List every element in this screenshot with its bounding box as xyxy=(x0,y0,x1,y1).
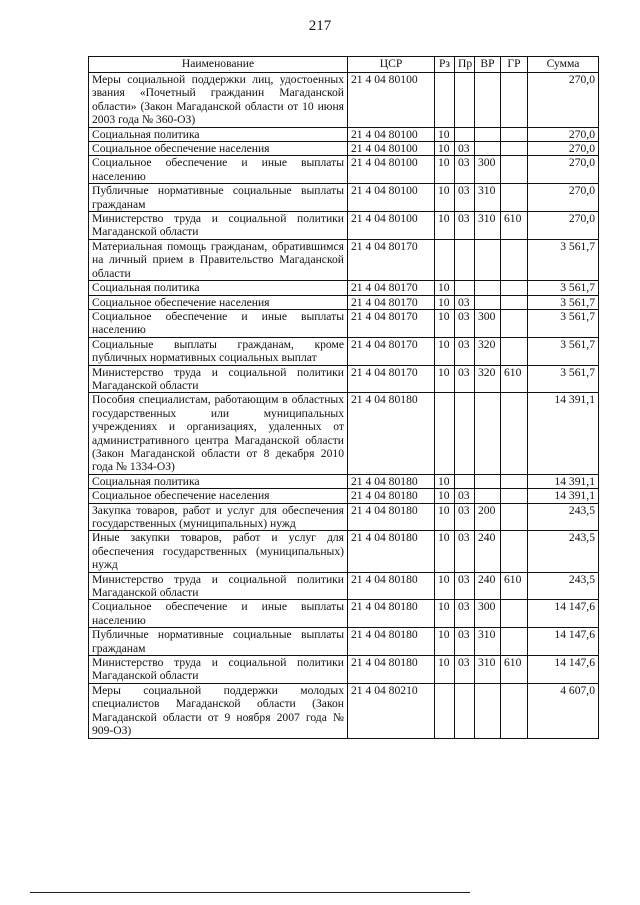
cell-rz: 10 xyxy=(435,489,455,503)
cell-pr xyxy=(455,474,475,488)
table-row xyxy=(89,489,599,503)
table-row xyxy=(89,531,599,572)
table-row xyxy=(89,295,599,309)
cell-gr xyxy=(501,628,528,656)
cell-csr: 21 4 04 80180 xyxy=(348,474,435,488)
header-sum: Сумма xyxy=(528,57,599,73)
cell-csr: 21 4 04 80100 xyxy=(348,184,435,212)
cell-pr: 03 xyxy=(455,600,475,628)
cell-gr xyxy=(501,683,528,738)
cell-rz: 10 xyxy=(435,281,455,295)
cell-rz xyxy=(435,239,455,280)
cell-rz: 10 xyxy=(435,503,455,531)
header-gr: ГР xyxy=(501,57,528,73)
cell-gr xyxy=(501,309,528,337)
cell-csr: 21 4 04 80210 xyxy=(348,683,435,738)
cell-name: Материальная помощь гражданам, обратившимся на личный прием в Правительство Магаданской области xyxy=(89,239,348,280)
cell-csr: 21 4 04 80180 xyxy=(348,531,435,572)
cell-name: Министерство труда и социальной политики Магаданской области xyxy=(89,572,348,600)
cell-vr: 320 xyxy=(475,337,501,365)
cell-gr: 610 xyxy=(501,656,528,684)
cell-name: Министерство труда и социальной политики Магаданской области xyxy=(89,656,348,684)
cell-vr xyxy=(475,73,501,128)
cell-name: Социальное обеспечение и иные выплаты населению xyxy=(89,309,348,337)
table-row xyxy=(89,239,599,280)
page-number: 217 xyxy=(308,18,332,34)
cell-name: Меры социальной поддержки молодых специалистов Магаданской области (Закон Магаданской области от 9 ноября 2007 года № 909-ОЗ) xyxy=(89,683,348,738)
cell-sum: 14 391,1 xyxy=(528,393,599,474)
cell-vr: 240 xyxy=(475,531,501,572)
cell-name: Социальная политика xyxy=(89,474,348,488)
table-row xyxy=(89,184,599,212)
cell-sum: 3 561,7 xyxy=(528,239,599,280)
cell-vr: 300 xyxy=(475,309,501,337)
cell-name: Публичные нормативные социальные выплаты гражданам xyxy=(89,184,348,212)
cell-rz: 10 xyxy=(435,212,455,240)
table-row xyxy=(89,600,599,628)
cell-pr xyxy=(455,73,475,128)
cell-gr xyxy=(501,489,528,503)
cell-gr xyxy=(501,531,528,572)
header-row xyxy=(89,57,599,73)
cell-sum: 3 561,7 xyxy=(528,281,599,295)
table-row xyxy=(89,503,599,531)
cell-vr: 300 xyxy=(475,600,501,628)
cell-name: Публичные нормативные социальные выплаты гражданам xyxy=(89,628,348,656)
table-row xyxy=(89,683,599,738)
cell-gr xyxy=(501,239,528,280)
table-header xyxy=(89,57,599,73)
cell-gr xyxy=(501,600,528,628)
cell-sum: 243,5 xyxy=(528,503,599,531)
table-row xyxy=(89,474,599,488)
cell-rz: 10 xyxy=(435,474,455,488)
cell-gr xyxy=(501,142,528,156)
cell-csr: 21 4 04 80170 xyxy=(348,295,435,309)
cell-csr: 21 4 04 80180 xyxy=(348,489,435,503)
cell-rz xyxy=(435,683,455,738)
cell-vr xyxy=(475,474,501,488)
cell-pr: 03 xyxy=(455,489,475,503)
cell-rz: 10 xyxy=(435,572,455,600)
cell-vr xyxy=(475,295,501,309)
cell-sum: 14 391,1 xyxy=(528,489,599,503)
cell-pr: 03 xyxy=(455,628,475,656)
cell-vr: 240 xyxy=(475,572,501,600)
table-row xyxy=(89,393,599,474)
cell-name: Социальное обеспечение и иные выплаты населению xyxy=(89,600,348,628)
cell-vr xyxy=(475,127,501,141)
cell-name: Социальное обеспечение и иные выплаты населению xyxy=(89,156,348,184)
cell-gr: 610 xyxy=(501,365,528,393)
table-body xyxy=(89,73,599,739)
cell-vr xyxy=(475,393,501,474)
header-vr: ВР xyxy=(475,57,501,73)
cell-gr xyxy=(501,73,528,128)
cell-pr xyxy=(455,393,475,474)
cell-gr xyxy=(501,474,528,488)
cell-csr: 21 4 04 80100 xyxy=(348,142,435,156)
cell-name: Иные закупки товаров, работ и услуг для обеспечения государственных (муниципальных) нужд xyxy=(89,531,348,572)
cell-name: Социальное обеспечение населения xyxy=(89,489,348,503)
cell-pr xyxy=(455,683,475,738)
cell-pr: 03 xyxy=(455,156,475,184)
cell-sum: 270,0 xyxy=(528,156,599,184)
cell-sum: 243,5 xyxy=(528,531,599,572)
cell-csr: 21 4 04 80170 xyxy=(348,309,435,337)
header-csr: ЦСР xyxy=(348,57,435,73)
cell-gr xyxy=(501,184,528,212)
cell-name: Меры социальной поддержки лиц, удостоенных звания «Почетный гражданин Магаданской области» (Закон Магаданской области от 10 июня 2003 года № 360-ОЗ) xyxy=(89,73,348,128)
cell-sum: 14 147,6 xyxy=(528,600,599,628)
header-pr: Пр xyxy=(455,57,475,73)
cell-pr: 03 xyxy=(455,503,475,531)
cell-sum: 3 561,7 xyxy=(528,337,599,365)
cell-name: Министерство труда и социальной политики Магаданской области xyxy=(89,212,348,240)
cell-vr xyxy=(475,142,501,156)
cell-rz: 10 xyxy=(435,156,455,184)
cell-rz: 10 xyxy=(435,531,455,572)
cell-vr: 320 xyxy=(475,365,501,393)
cell-csr: 21 4 04 80170 xyxy=(348,281,435,295)
cell-pr: 03 xyxy=(455,309,475,337)
cell-vr: 310 xyxy=(475,212,501,240)
cell-rz: 10 xyxy=(435,309,455,337)
cell-pr: 03 xyxy=(455,656,475,684)
cell-vr: 200 xyxy=(475,503,501,531)
cell-name: Министерство труда и социальной политики Магаданской области xyxy=(89,365,348,393)
cell-vr: 310 xyxy=(475,184,501,212)
cell-gr xyxy=(501,503,528,531)
table-row xyxy=(89,142,599,156)
cell-pr: 03 xyxy=(455,365,475,393)
cell-sum: 4 607,0 xyxy=(528,683,599,738)
cell-gr xyxy=(501,393,528,474)
cell-sum: 14 147,6 xyxy=(528,656,599,684)
cell-gr xyxy=(501,337,528,365)
cell-pr: 03 xyxy=(455,572,475,600)
cell-gr xyxy=(501,281,528,295)
cell-rz: 10 xyxy=(435,656,455,684)
cell-sum: 3 561,7 xyxy=(528,365,599,393)
cell-csr: 21 4 04 80180 xyxy=(348,572,435,600)
cell-gr xyxy=(501,295,528,309)
cell-gr xyxy=(501,156,528,184)
cell-pr: 03 xyxy=(455,295,475,309)
bottom-rule xyxy=(30,892,470,893)
cell-pr: 03 xyxy=(455,184,475,212)
table-row xyxy=(89,73,599,128)
cell-pr: 03 xyxy=(455,142,475,156)
cell-csr: 21 4 04 80180 xyxy=(348,503,435,531)
cell-rz xyxy=(435,73,455,128)
table-row xyxy=(89,572,599,600)
cell-rz: 10 xyxy=(435,365,455,393)
cell-pr: 03 xyxy=(455,531,475,572)
cell-sum: 14 391,1 xyxy=(528,474,599,488)
cell-name: Социальное обеспечение населения xyxy=(89,142,348,156)
cell-sum: 270,0 xyxy=(528,73,599,128)
cell-pr xyxy=(455,239,475,280)
budget-table xyxy=(88,56,599,739)
table-row xyxy=(89,281,599,295)
cell-sum: 243,5 xyxy=(528,572,599,600)
cell-name: Социальная политика xyxy=(89,281,348,295)
cell-rz: 10 xyxy=(435,142,455,156)
cell-rz: 10 xyxy=(435,184,455,212)
cell-pr xyxy=(455,281,475,295)
cell-csr: 21 4 04 80170 xyxy=(348,337,435,365)
cell-csr: 21 4 04 80100 xyxy=(348,212,435,240)
table-row xyxy=(89,656,599,684)
cell-sum: 3 561,7 xyxy=(528,309,599,337)
cell-rz: 10 xyxy=(435,600,455,628)
cell-vr xyxy=(475,683,501,738)
table-row xyxy=(89,156,599,184)
cell-pr: 03 xyxy=(455,212,475,240)
cell-csr: 21 4 04 80170 xyxy=(348,239,435,280)
cell-csr: 21 4 04 80170 xyxy=(348,365,435,393)
table-row xyxy=(89,337,599,365)
table-row xyxy=(89,212,599,240)
header-name: Наименование xyxy=(89,57,348,73)
cell-vr xyxy=(475,281,501,295)
cell-gr: 610 xyxy=(501,212,528,240)
cell-sum: 14 147,6 xyxy=(528,628,599,656)
cell-gr: 610 xyxy=(501,572,528,600)
cell-name: Социальное обеспечение населения xyxy=(89,295,348,309)
cell-csr: 21 4 04 80100 xyxy=(348,127,435,141)
cell-name: Закупка товаров, работ и услуг для обеспечения государственных (муниципальных) нужд xyxy=(89,503,348,531)
cell-vr xyxy=(475,239,501,280)
cell-csr: 21 4 04 80100 xyxy=(348,73,435,128)
cell-name: Пособия специалистам, работающим в областных государственных или муниципальных учреждениях и организациях, удаленных от административного центра Магаданской области (Закон Магаданской области от 8 декабря 2010 года № 1334-ОЗ) xyxy=(89,393,348,474)
table-row xyxy=(89,127,599,141)
cell-rz: 10 xyxy=(435,295,455,309)
cell-csr: 21 4 04 80180 xyxy=(348,393,435,474)
cell-pr: 03 xyxy=(455,337,475,365)
cell-rz: 10 xyxy=(435,127,455,141)
table-row xyxy=(89,365,599,393)
cell-rz: 10 xyxy=(435,628,455,656)
cell-name: Социальные выплаты гражданам, кроме публичных нормативных социальных выплат xyxy=(89,337,348,365)
cell-vr xyxy=(475,489,501,503)
cell-vr: 310 xyxy=(475,628,501,656)
cell-name: Социальная политика xyxy=(89,127,348,141)
cell-vr: 310 xyxy=(475,656,501,684)
table-row xyxy=(89,309,599,337)
cell-sum: 270,0 xyxy=(528,142,599,156)
cell-csr: 21 4 04 80180 xyxy=(348,656,435,684)
cell-csr: 21 4 04 80180 xyxy=(348,628,435,656)
cell-sum: 270,0 xyxy=(528,184,599,212)
cell-csr: 21 4 04 80100 xyxy=(348,156,435,184)
cell-pr xyxy=(455,127,475,141)
cell-sum: 3 561,7 xyxy=(528,295,599,309)
cell-rz xyxy=(435,393,455,474)
cell-vr: 300 xyxy=(475,156,501,184)
table-row xyxy=(89,628,599,656)
cell-sum: 270,0 xyxy=(528,212,599,240)
cell-csr: 21 4 04 80180 xyxy=(348,600,435,628)
cell-sum: 270,0 xyxy=(528,127,599,141)
cell-gr xyxy=(501,127,528,141)
header-rz: Рз xyxy=(435,57,455,73)
cell-rz: 10 xyxy=(435,337,455,365)
